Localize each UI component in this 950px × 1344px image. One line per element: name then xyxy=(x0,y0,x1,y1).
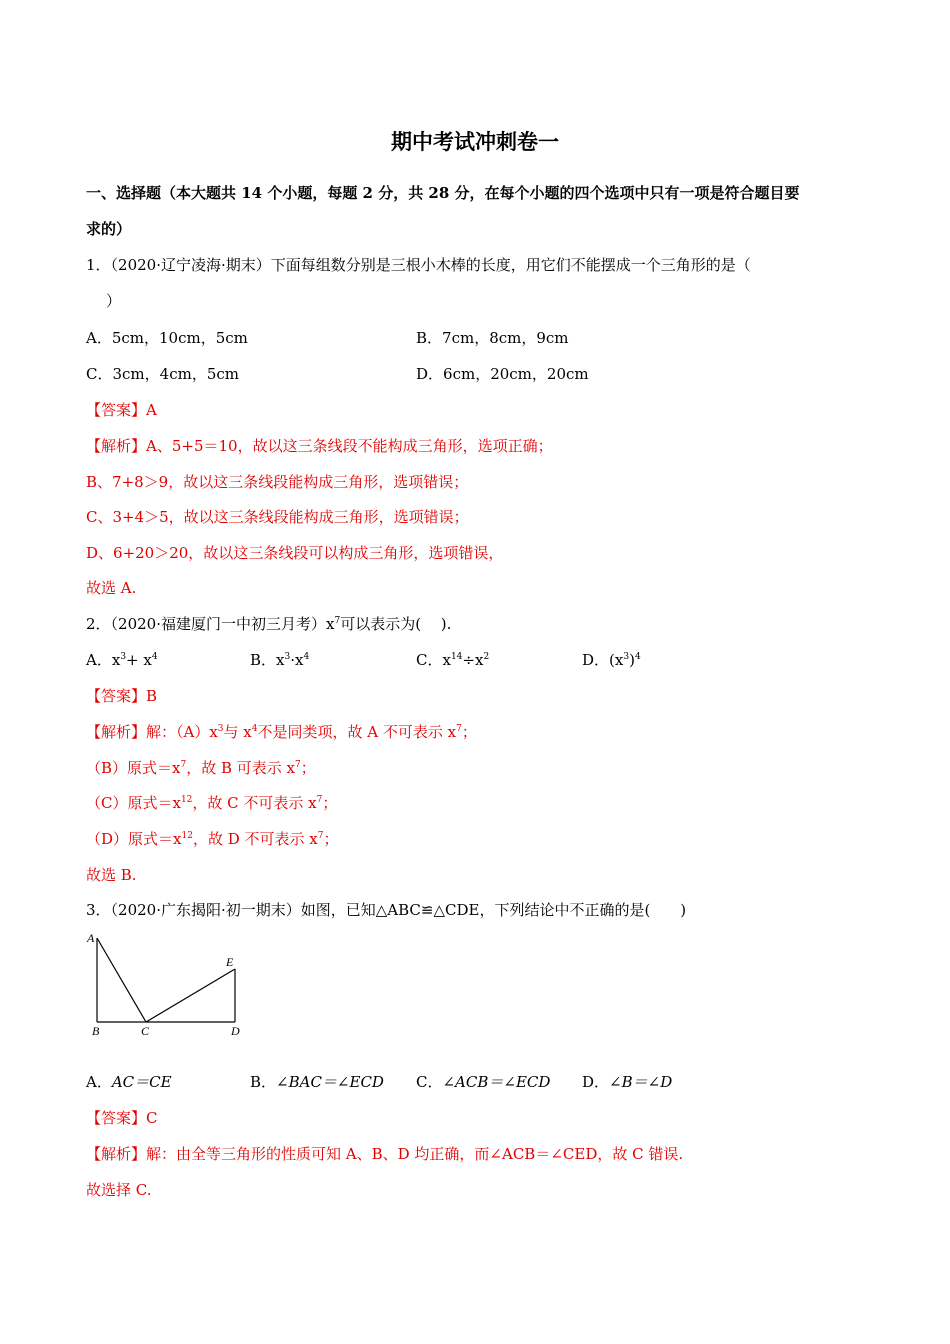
option-label: D． xyxy=(582,651,610,669)
option-label: A． xyxy=(86,1073,112,1091)
option-op: ) xyxy=(629,651,635,669)
segment-ce xyxy=(146,969,235,1022)
q2-stem-prefix: 2．（2020·福建厦门一中初三月考）x xyxy=(86,615,335,633)
text-span: ； xyxy=(322,794,338,812)
q2-analysis-line2 xyxy=(86,758,316,778)
option-text: 5cm，10cm，5cm xyxy=(111,329,248,347)
q2-stem-suffix: 可以表示为( ). xyxy=(340,615,452,633)
q1-option-b xyxy=(416,328,569,348)
q3-option-a xyxy=(86,1072,172,1092)
option-base: x xyxy=(442,651,451,669)
q3-option-d xyxy=(582,1072,672,1092)
text-span: ； xyxy=(300,759,316,777)
point-label-c: C xyxy=(141,1024,150,1038)
page-title: 期中考试冲刺卷一 xyxy=(391,129,559,154)
q1-stem-line1: 1．（2020·辽宁凌海·期末）下面每组数分别是三根小木棒的长度，用它们不能摆成一个三角形的是（ xyxy=(86,256,751,274)
q1-analysis-line2: B、7+8＞9，故以这三条线段能构成三角形，选项错误； xyxy=(86,473,469,491)
option-exp2: 4 xyxy=(151,652,158,662)
exponent: 7 xyxy=(456,724,462,734)
point-label-a: A xyxy=(87,931,95,945)
q2-analysis-line1 xyxy=(86,722,477,742)
segment-ac xyxy=(97,938,146,1022)
q2-analysis-line5: 故选 B. xyxy=(86,866,137,884)
point-label-d: D xyxy=(231,1024,240,1038)
q1-analysis-line5: 故选 A. xyxy=(86,579,137,597)
option-op: ·x xyxy=(290,651,304,669)
option-label: D． xyxy=(582,1073,610,1091)
q3-option-c xyxy=(416,1072,550,1092)
option-base: x xyxy=(276,651,285,669)
q1-option-d xyxy=(416,364,589,384)
q1-option-c xyxy=(86,364,239,384)
q2-answer: 【答案】B xyxy=(86,687,158,705)
text-span: 与 x xyxy=(223,723,252,741)
text-span: （B）原式＝x xyxy=(86,759,181,777)
option-exp2: 2 xyxy=(483,652,490,662)
text-span: ，故 D 不可表示 x xyxy=(192,830,318,848)
text-span: ，故 B 可表示 x xyxy=(186,759,296,777)
q1-analysis-line3: C、3+4＞5，故以这三条线段能构成三角形，选项错误； xyxy=(86,508,469,526)
q2-analysis-line3 xyxy=(86,793,337,813)
option-label: A． xyxy=(86,329,112,347)
q2-option-a xyxy=(86,650,158,670)
option-label: C． xyxy=(86,365,113,383)
option-op: ÷x xyxy=(462,651,484,669)
exponent: 12 xyxy=(180,795,193,805)
option-label: D． xyxy=(416,365,444,383)
point-label-e: E xyxy=(226,955,234,969)
option-text: 6cm，20cm，20cm xyxy=(443,365,589,383)
q2-stem-exponent: 7 xyxy=(334,616,341,626)
section-heading-line1: 一、选择题（本大题共 14 个小题，每题 2 分，共 28 分，在每个小题的四个选项中只有一项是符合题目要 xyxy=(86,184,800,202)
option-exp1: 3 xyxy=(623,652,630,662)
option-text: AC＝CE xyxy=(111,1073,172,1091)
exponent: 4 xyxy=(251,724,258,734)
option-label: C． xyxy=(416,651,443,669)
q2-stem xyxy=(86,614,451,634)
q1-answer: 【答案】A xyxy=(86,401,157,419)
q1-analysis-line4: D、6+20＞20，故以这三条线段可以构成三角形，选项错误， xyxy=(86,544,504,562)
text-span: （D）原式＝x xyxy=(86,830,182,848)
option-op: + x xyxy=(126,651,152,669)
q3-answer: 【答案】C xyxy=(86,1109,158,1127)
option-label: B． xyxy=(250,651,277,669)
q3-analysis-line2: 故选择 C. xyxy=(86,1181,152,1199)
text-span: 【解析】解：（A）x xyxy=(86,723,218,741)
option-exp1: 3 xyxy=(284,652,291,662)
exponent: 7 xyxy=(180,760,187,770)
q2-option-c xyxy=(416,650,489,670)
exponent: 7 xyxy=(295,760,301,770)
option-exp1: 14 xyxy=(450,652,463,662)
q2-analysis-line4 xyxy=(86,829,339,849)
option-base: (x xyxy=(609,651,624,669)
option-label: C． xyxy=(416,1073,443,1091)
exponent: 3 xyxy=(217,724,224,734)
triangle-figure xyxy=(86,928,256,1040)
exponent: 7 xyxy=(316,795,323,805)
text-span: ，故 C 不可表示 x xyxy=(192,794,317,812)
text-span: ； xyxy=(323,830,339,848)
option-label: B． xyxy=(416,329,443,347)
exponent: 12 xyxy=(181,831,193,841)
q2-option-b xyxy=(250,650,309,670)
option-text: ∠ACB＝∠ECD xyxy=(442,1073,551,1091)
option-text: ∠B＝∠D xyxy=(609,1073,673,1091)
q2-option-d xyxy=(582,650,641,670)
option-label: B． xyxy=(250,1073,277,1091)
point-label-b: B xyxy=(92,1024,100,1038)
text-span: ； xyxy=(461,723,477,741)
option-label: A． xyxy=(86,651,112,669)
text-span: （C）原式＝x xyxy=(86,794,181,812)
q3-stem: 3．（2020·广东揭阳·初一期末）如图，已知△ABC≌△CDE，下列结论中不正确的是( ) xyxy=(86,901,687,919)
q3-option-b xyxy=(250,1072,384,1092)
q1-analysis-line1: 【解析】A、5+5＝10，故以这三条线段不能构成三角形，选项正确； xyxy=(86,437,553,455)
q1-stem-line2: ） xyxy=(106,292,122,310)
option-text: 7cm，8cm，9cm xyxy=(442,329,569,347)
q3-analysis-line1: 【解析】解：由全等三角形的性质可知 A、B、D 均正确，而∠ACB＝∠CED，故 C 错误. xyxy=(86,1145,684,1163)
option-base: x xyxy=(111,651,121,669)
option-text: 3cm，4cm，5cm xyxy=(112,365,239,383)
q1-option-a xyxy=(86,328,248,348)
section-heading-line2: 求的） xyxy=(86,220,132,238)
option-exp2: 4 xyxy=(303,652,310,662)
exponent: 7 xyxy=(317,831,324,841)
text-span: 不是同类项，故 A 不可表示 x xyxy=(257,723,457,741)
option-exp2: 4 xyxy=(634,652,641,662)
option-exp1: 3 xyxy=(120,652,127,662)
option-text: ∠BAC＝∠ECD xyxy=(276,1073,384,1091)
